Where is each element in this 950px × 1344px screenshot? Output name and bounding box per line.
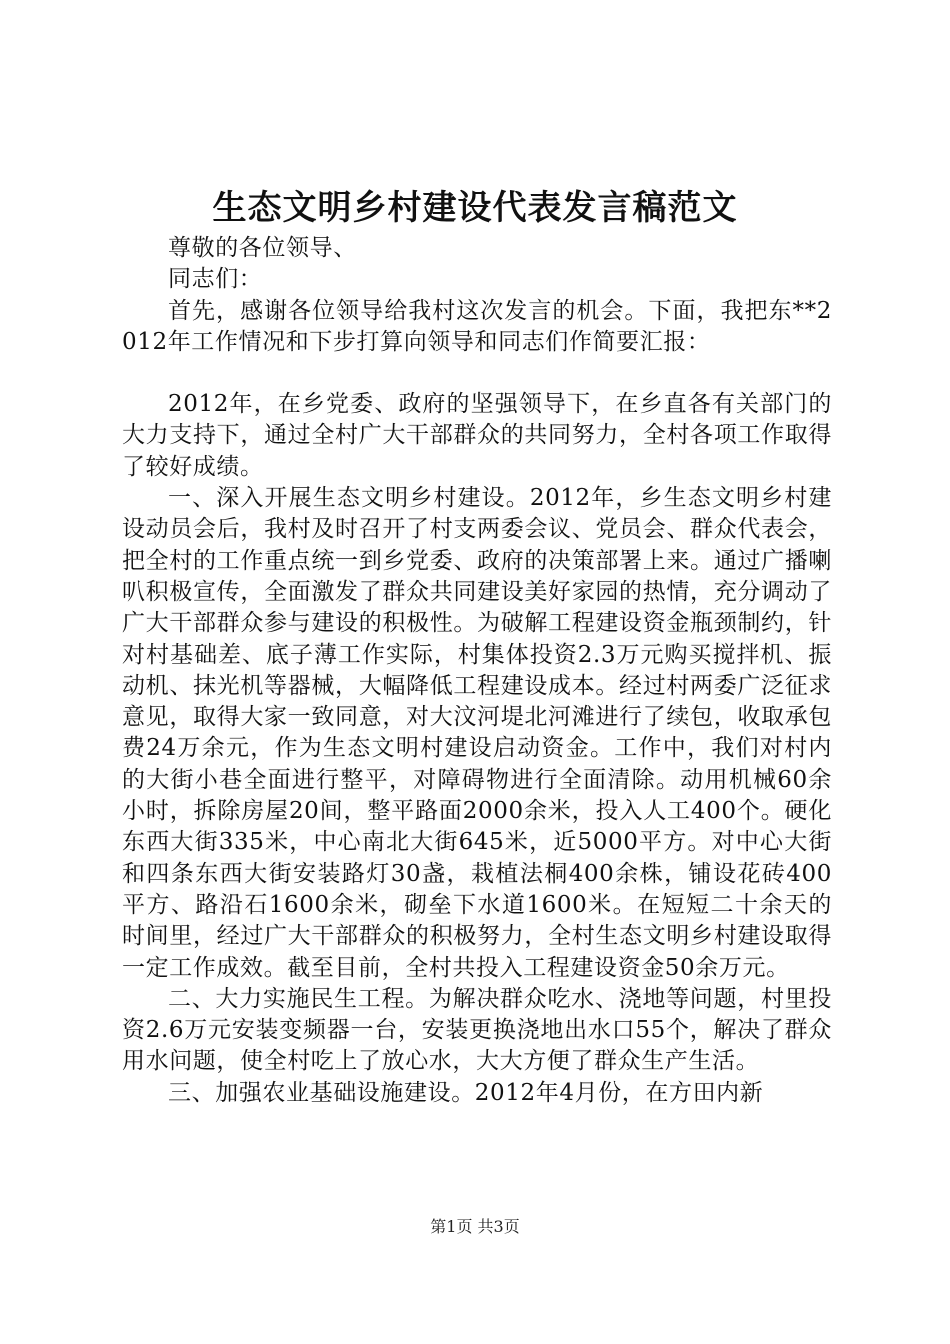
paragraph-section-1: 一、深入开展生态文明乡村建设。2012年，乡生态文明乡村建设动员会后，我村及时召开了村支两委会议、党员会、群众代表会，把全村的工作重点统一到乡党委、政府的决策部署上来。通过广播喇叭积极宣传，全面激发了群众共同建设美好家园的热情，充分调动了广大干部群众参与建设的积极性。为破解工程建设资金瓶颈制约，针对村基础差、底子薄工作实际，村集体投资2.3万元购买搅拌机、振动机、抹光机等器械，大幅降低工程建设成本。经过村两委广泛征求意见，取得大家一致同意，对大汶河堤北河滩进行了续包，收取承包费24万余元，作为生态文明村建设启动资金。工作中，我们对村内的大街小巷全面进行整平，对障碍物进行全面清除。动用机械60余小时，拆除房屋20间，整平路面2000余米，投入人工400个。硬化东西大街335米，中心南北大街645米，近5000平方。对中心大街和四条东西大街安装路灯30盏，栽植法桐400余株，铺设花砖400平方、路沿石1600余米，砌垒下水道1600米。在短短二十余天的时间里，经过广大干部群众的积极努力，全村生态文明乡村建设取得一定工作成效。截至目前，全村共投入工程建设资金50余万元。	[122, 485, 832, 981]
paragraph-summary: 2012年，在乡党委、政府的坚强领导下，在乡直各有关部门的大力支持下，通过全村广大干部群众的共同努力，全村各项工作取得了较好成绩。	[122, 391, 832, 480]
document-title: 生态文明乡村建设代表发言稿范文	[212, 188, 738, 228]
salutation-line-2: 同志们：	[168, 266, 263, 293]
page-number-footer: 第1页 共3页	[430, 1217, 520, 1236]
document-body	[122, 233, 832, 1109]
paragraph-section-2: 二、大力实施民生工程。为解决群众吃水、浇地等问题，村里投资2.6万元安装变频器一台，安装更换浇地出水口55个，解决了群众用水问题，使全村吃上了放心水，大大方便了群众生产生活。	[122, 985, 832, 1075]
paragraph-opening: 首先，感谢各位领导给我村这次发言的机会。下面，我把东**2012年工作情况和下步打算向领导和同志们作简要汇报：	[122, 297, 832, 355]
paragraph-section-3: 三、加强农业基础设施建设。2012年4月份，在方田内新	[168, 1079, 764, 1106]
salutation-line-1: 尊敬的各位领导、	[168, 235, 357, 261]
